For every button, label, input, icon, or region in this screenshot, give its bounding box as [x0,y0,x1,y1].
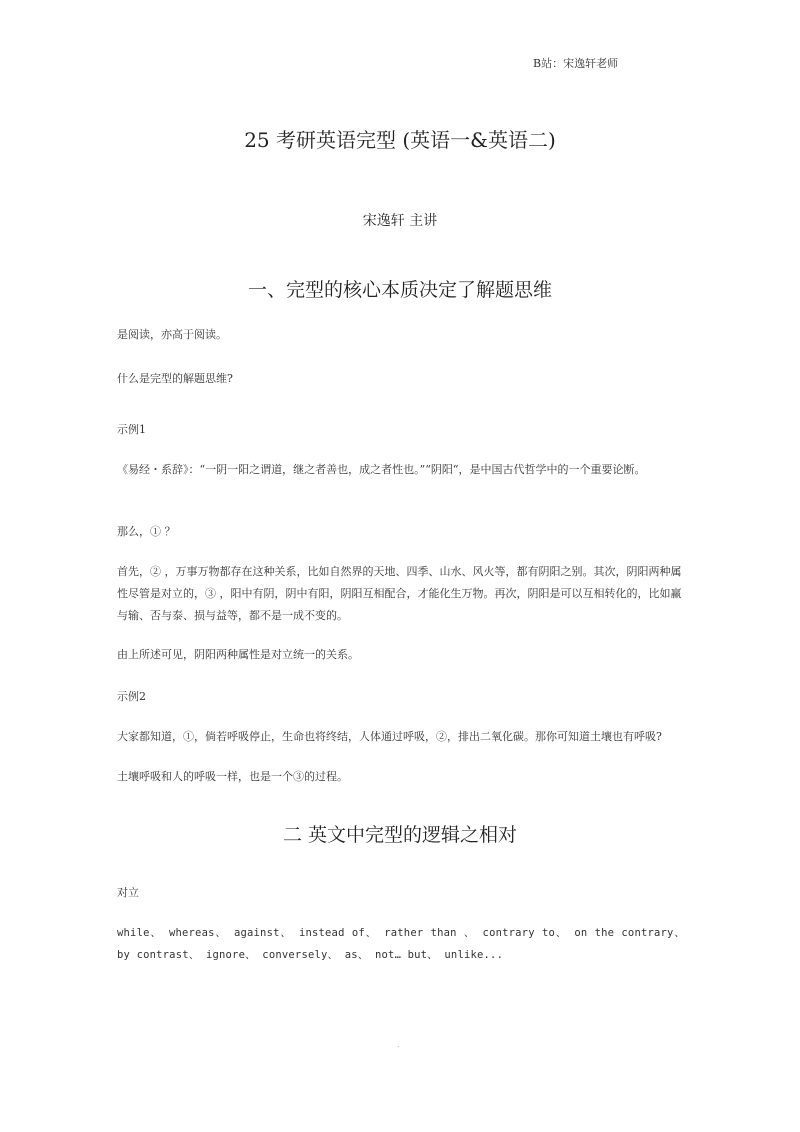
paragraph-then: 那么，① ？ [117,525,176,538]
example-2-label: 示例2 [117,690,146,703]
header-note: B站：宋逸轩老师 [533,57,619,70]
example-1-label: 示例1 [117,423,146,436]
paragraph-reading: 是阅读，亦高于阅读。 [117,328,227,341]
paragraph-soil-breathing: 土壤呼吸和人的呼吸一样，也是一个③的过程。 [117,770,348,783]
paragraph-yin-yang-explanation: 首先，② ，万事万物都存在这种关系，比如自然界的天地、四季、山水、风火等，都有阴阳之别。其次，阴阳两种属性尽管是对立的，③ ，阳中有阴，阴中有阳，阴阳互相配合，才能化生万物。再次，阴阳是可以互相转化的，比如赢与输、否与泰、损与益等，都不是一成不变的。 [117,565,682,622]
opposition-label: 对立 [117,886,139,899]
example-2-text: 大家都知道，①，倘若呼吸停止，生命也将终结，人体通过呼吸，②，排出二氧化碳。那你可知道土壤也有呼吸? [117,730,662,743]
opposition-word-list: while、 whereas、 against、 instead of、 rather than 、 contrary to、 on the contrary、 by contrast、 ignore、 conversely、 as、 not… but、 unlike... [117,927,685,961]
document-title: 25 考研英语完型 (英语一&英语二) [244,128,556,152]
footer-mark: . [397,1040,400,1049]
example-1-text: 《易经・系辞》：“一阴一阳之谓道，继之者善也，成之者性也。”“阴阳“，是中国古代哲学中的一个重要论断。 [117,463,646,476]
paragraph-question: 什么是完型的解题思维? [117,372,233,385]
section-1-heading: 一、完型的核心本质决定了解题思维 [247,279,552,301]
section-2-heading: 二 英文中完型的逻辑之相对 [282,824,518,846]
paragraph-conclusion: 由上所述可见，阴阳两种属性是对立统一的关系。 [117,648,359,661]
author-line: 宋逸轩 主讲 [362,213,438,229]
